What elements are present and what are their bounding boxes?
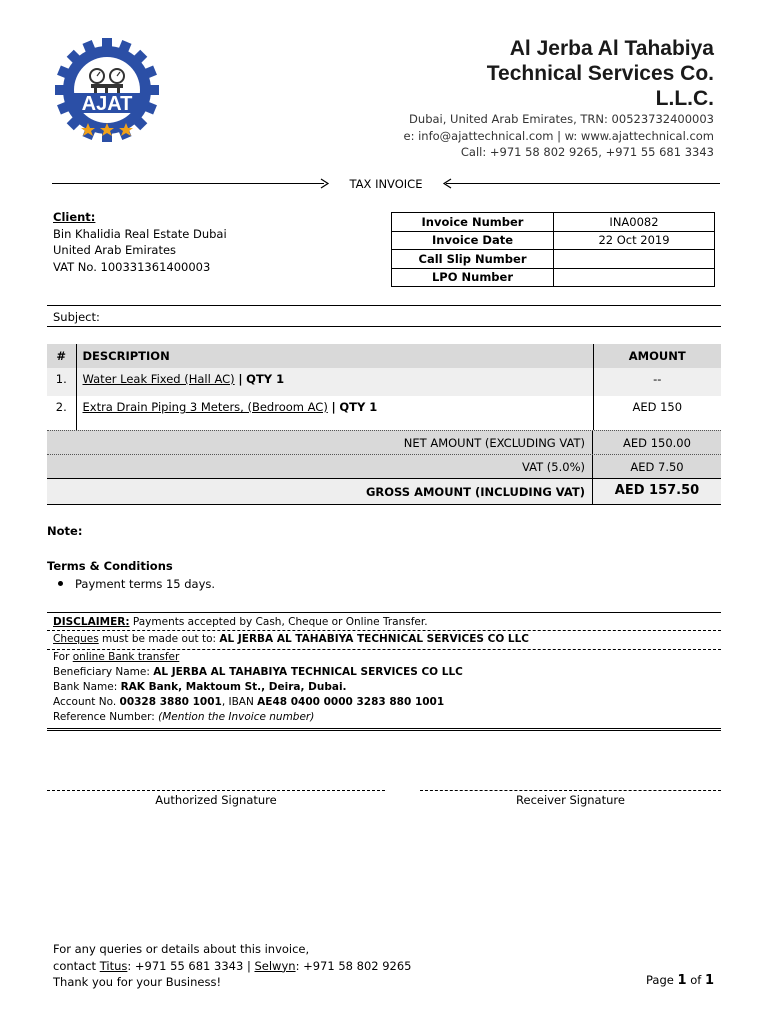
lpo-number-value <box>554 268 715 287</box>
page-number <box>646 973 714 988</box>
bank-value: RAK Bank, Maktoum St., Deira, Dubai. <box>120 681 347 693</box>
items-header-num: # <box>47 344 76 368</box>
item-amount: -- <box>593 368 721 396</box>
iban-label: , IBAN <box>221 696 254 708</box>
cheques-label: Cheques <box>53 633 99 645</box>
bullet-icon <box>58 581 63 586</box>
page-of: of <box>690 973 702 987</box>
document-title: TAX INVOICE <box>349 177 423 191</box>
footer-contact2-phone: : +971 58 802 9265 <box>295 958 412 973</box>
account-label: Account No. <box>53 696 117 708</box>
company-name-line1: Al Jerba Al Tahabiya <box>509 37 714 60</box>
item-description-cell <box>76 368 593 396</box>
item-amount: AED 150 <box>593 396 721 430</box>
net-amount-value: AED 150.00 <box>623 436 691 450</box>
item-separator: | <box>331 400 336 414</box>
footer-contact1-name: Titus <box>99 958 128 973</box>
disclaimer-label: DISCLAIMER: <box>53 616 130 628</box>
disclaimer-row <box>47 613 721 630</box>
company-address: Dubai, United Arab Emirates, TRN: 00523732400003 <box>409 112 714 126</box>
bank-label: Bank Name: <box>53 681 118 693</box>
item-num: 1. <box>47 368 76 396</box>
invoice-number-value: INA0082 <box>554 213 715 232</box>
beneficiary-row <box>47 665 721 680</box>
company-phones: Call: +971 58 802 9265, +971 55 681 3343 <box>460 145 714 159</box>
client-name: Bin Khalidia Real Estate Dubai <box>53 226 227 241</box>
vat-label: VAT (5.0%) <box>522 460 585 474</box>
table-row <box>47 396 721 430</box>
company-contact <box>404 111 715 161</box>
terms-item-text: Payment terms 15 days. <box>75 577 216 591</box>
invoice-info-table <box>391 212 715 287</box>
item-qty: QTY 1 <box>246 372 285 386</box>
page-label: Page <box>646 973 674 987</box>
note-label: Note: <box>47 524 83 538</box>
reference-value: (Mention the Invoice number) <box>158 711 315 723</box>
call-slip-value <box>554 250 715 269</box>
items-header-amount: AMOUNT <box>593 344 721 368</box>
iban-value: AE48 0400 0000 3283 880 1001 <box>257 696 445 708</box>
subject-label: Subject: <box>53 310 100 324</box>
company-name-line3: L.L.C. <box>655 87 714 110</box>
invoice-info-row <box>392 213 715 232</box>
terms-item <box>58 577 215 591</box>
gross-amount-row <box>47 478 721 505</box>
company-email-web: e: info@ajattechnical.com | w: www.ajattechnical.com <box>403 128 714 143</box>
page-total: 1 <box>704 973 714 988</box>
disclaimer-block <box>47 612 721 731</box>
online-transfer-row <box>47 650 721 665</box>
items-header-row <box>47 344 721 368</box>
invoice-number-label: Invoice Number <box>392 213 554 232</box>
company-name-line2: Technical Services Co. <box>486 62 714 85</box>
terms-heading: Terms & Conditions <box>47 559 173 573</box>
invoice-date-label: Invoice Date <box>392 231 554 250</box>
table-row <box>47 368 721 396</box>
footer <box>53 941 412 991</box>
page-current: 1 <box>677 973 687 988</box>
footer-divider: | <box>246 958 251 973</box>
cheques-payee: AL JERBA AL TAHABIYA TECHNICAL SERVICES CO LLC <box>219 633 530 645</box>
beneficiary-label: Beneficiary Name: <box>53 666 150 678</box>
online-transfer-label: online Bank transfer <box>72 651 180 663</box>
footer-line1: For any queries or details about this invoice, <box>53 942 310 956</box>
receiver-signature: Receiver Signature <box>420 790 721 807</box>
subject-row <box>47 305 721 327</box>
client-country: United Arab Emirates <box>53 243 177 257</box>
logo-text: AJAT <box>81 93 133 115</box>
vat-row <box>47 454 721 478</box>
footer-contact-line <box>53 958 412 975</box>
footer-thanks: Thank you for your Business! <box>53 975 222 989</box>
client-label: Client: <box>53 210 96 224</box>
invoice-info-row <box>392 250 715 269</box>
item-separator: | <box>238 372 243 386</box>
call-slip-label: Call Slip Number <box>392 250 554 269</box>
items-table <box>47 344 721 430</box>
lpo-number-label: LPO Number <box>392 268 554 287</box>
beneficiary-value: AL JERBA AL TAHABIYA TECHNICAL SERVICES CO LLC <box>153 666 463 678</box>
item-description-cell <box>76 396 593 430</box>
cheques-row <box>47 631 721 647</box>
invoice-info-row <box>392 268 715 287</box>
title-right-line <box>446 183 720 184</box>
gross-amount-value: AED 157.50 <box>614 483 700 498</box>
invoice-date-value: 22 Oct 2019 <box>554 231 715 250</box>
client-block <box>53 209 227 275</box>
footer-contact1-phone: : +971 55 681 3343 <box>127 958 244 973</box>
disclaimer-bottom-border <box>47 728 721 731</box>
reference-row <box>47 710 721 725</box>
company-name <box>487 36 714 111</box>
net-amount-label: NET AMOUNT (EXCLUDING VAT) <box>403 436 585 450</box>
item-description: Extra Drain Piping 3 Meters, (Bedroom AC) <box>82 400 328 414</box>
document-title-row <box>52 174 720 194</box>
item-num: 2. <box>47 396 76 430</box>
cheques-text: must be made out to: <box>102 633 217 645</box>
totals-block <box>47 430 721 505</box>
authorized-signature: Authorized Signature <box>47 790 385 807</box>
vat-value: AED 7.50 <box>630 460 684 474</box>
disclaimer-text: Payments accepted by Cash, Cheque or Online Transfer. <box>132 616 428 628</box>
for-text: For <box>53 651 70 663</box>
item-qty: QTY 1 <box>339 400 378 414</box>
reference-label: Reference Number: <box>53 711 155 723</box>
account-value: 00328 3880 1001 <box>119 696 222 708</box>
net-amount-row <box>47 430 721 454</box>
account-row <box>47 695 721 710</box>
client-vat: VAT No. 100331361400003 <box>53 259 211 274</box>
items-header-description: DESCRIPTION <box>76 344 593 368</box>
company-logo <box>48 38 166 144</box>
bank-row <box>47 680 721 695</box>
invoice-info-row <box>392 231 715 250</box>
item-description: Water Leak Fixed (Hall AC) <box>82 372 235 386</box>
gross-amount-label: GROSS AMOUNT (INCLUDING VAT) <box>365 485 585 499</box>
footer-contact2-name: Selwyn <box>254 958 296 973</box>
footer-contact-prefix: contact <box>53 958 97 973</box>
